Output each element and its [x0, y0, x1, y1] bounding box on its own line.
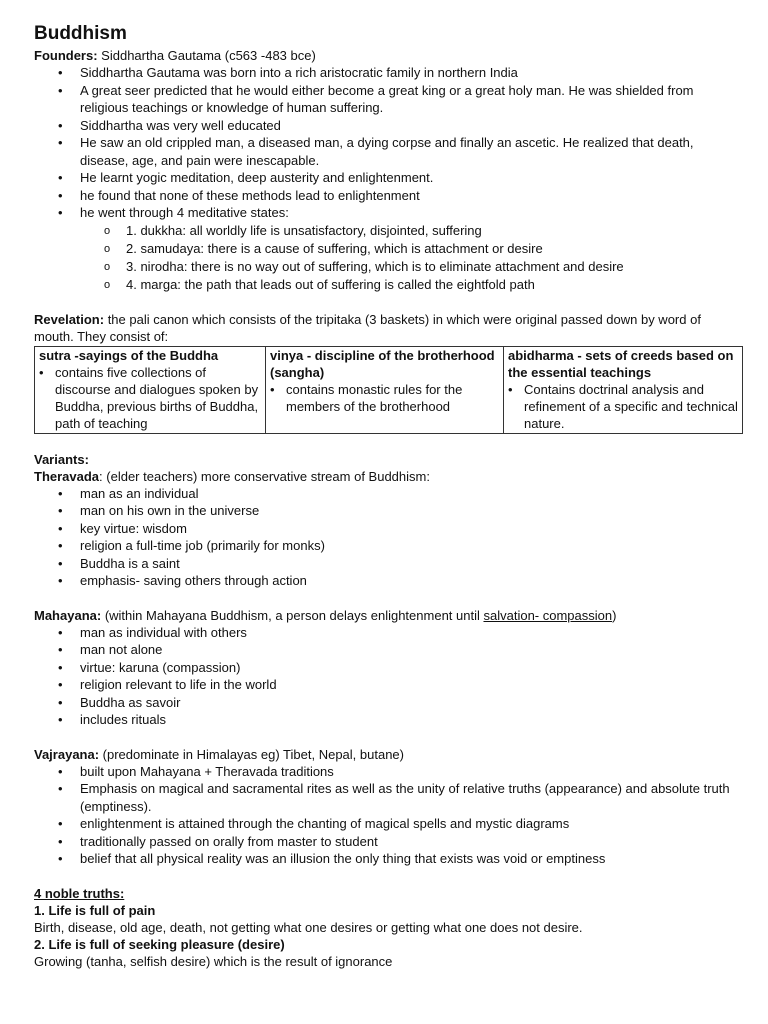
list-item: • Buddha is a saint: [34, 555, 734, 573]
list-item: • man not alone: [34, 641, 734, 659]
theravada-line: [34, 468, 734, 485]
tripitaka-table: [34, 346, 743, 434]
list-item: • traditionally passed on orally from master to student: [34, 833, 734, 851]
list-item: • A great seer predicted that he would either become a great king or a great holy man. He was shielded from religious teachings or knowledge of human suffering.: [34, 82, 734, 117]
founders-line: [34, 47, 734, 64]
vajrayana-list: [34, 763, 734, 868]
list-item: • Contains doctrinal analysis and refinement of a specific and technical nature.: [508, 381, 738, 432]
revelation-line: [34, 311, 734, 345]
list-item: • built upon Mahayana + Theravada traditions: [34, 763, 734, 781]
theravada-list: [34, 485, 734, 590]
list-item: o 3. nirodha: there is no way out of suffering, which is to eliminate attachment and desire: [34, 258, 734, 276]
founders-text: Siddhartha Gautama (c563 -483 bce): [97, 48, 316, 63]
list-item: • contains monastic rules for the members of the brotherhood: [270, 381, 499, 415]
list-item: • religion a full-time job (primarily for monks): [34, 537, 734, 555]
mahayana-underlined: salvation- compassion: [483, 607, 613, 623]
founders-list: [34, 64, 734, 222]
truth-heading: 1. Life is full of pain: [34, 902, 156, 918]
mahayana-list: [34, 624, 734, 729]
list-item: • man on his own in the universe: [34, 502, 734, 520]
list-item: • key virtue: wisdom: [34, 520, 734, 538]
list-item: • emphasis- saving others through action: [34, 572, 734, 590]
truth-text: Growing (tanha, selfish desire) which is the result of ignorance: [34, 953, 393, 969]
revelation-label: Revelation:: [34, 311, 105, 327]
list-item: • man as an individual: [34, 485, 734, 503]
list-item: • enlightenment is attained through the chanting of magical spells and mystic diagrams: [34, 815, 734, 833]
list-item: • he went through 4 meditative states:: [34, 204, 734, 222]
list-item: o 1. dukkha: all worldly life is unsatisfactory, disjointed, suffering: [34, 222, 734, 240]
list-item: • He saw an old crippled man, a diseased man, a dying corpse and finally an ascetic. He realized that death, disease, age, and pain were inescapable.: [34, 134, 734, 169]
table-cell-heading: sutra -sayings of the Buddha: [39, 347, 219, 363]
theravada-label: Theravada: [34, 468, 100, 484]
list-item: • religion relevant to life in the world: [34, 676, 734, 694]
table-cell-heading: vinya - discipline of the brotherhood (sangha): [270, 347, 495, 380]
meditative-states-list: [34, 222, 734, 294]
table-cell: [266, 346, 504, 433]
list-item: o 4. marga: the path that leads out of suffering is called the eightfold path: [34, 276, 734, 294]
list-item: • includes rituals: [34, 711, 734, 729]
table-cell-heading: abidharma - sets of creeds based on the essential teachings: [508, 347, 734, 380]
vajrayana-text: (predominate in Himalayas eg) Tibet, Nepal, butane): [99, 746, 404, 762]
truth-text: Birth, disease, old age, death, not getting what one desires or getting what one does not desire.: [34, 919, 583, 935]
table-cell: [35, 346, 266, 433]
list-item: • Buddha as savoir: [34, 694, 734, 712]
mahayana-label: Mahayana:: [34, 607, 102, 623]
theravada-text: : (elder teachers) more conservative stream of Buddhism:: [99, 468, 430, 484]
list-item: • he found that none of these methods lead to enlightenment: [34, 187, 734, 205]
mahayana-text: (within Mahayana Buddhism, a person delays enlightenment until: [101, 607, 484, 623]
vajrayana-line: [34, 746, 734, 763]
list-item: • He learnt yogic meditation, deep austerity and enlightenment.: [34, 169, 734, 187]
truth-heading: 2. Life is full of seeking pleasure (desire): [34, 936, 285, 952]
list-item: • man as individual with others: [34, 624, 734, 642]
list-item: • Siddhartha Gautama was born into a rich aristocratic family in northern India: [34, 64, 734, 82]
list-item: • Emphasis on magical and sacramental rites as well as the unity of relative truths (appearance) and absolute truth (emptiness).: [34, 780, 734, 815]
list-item: • contains five collections of discourse and dialogues spoken by Buddha, previous births of Buddha, path of teaching: [39, 364, 261, 432]
list-item: • belief that all physical reality was an illusion the only thing that exists was void or emptiness: [34, 850, 734, 868]
revelation-text: the pali canon which consists of the tripitaka (3 baskets) in which were original passed down by word of mouth. They consist of:: [34, 311, 701, 344]
list-item: • Siddhartha was very well educated: [34, 117, 734, 135]
list-item: o 2. samudaya: there is a cause of suffering, which is attachment or desire: [34, 240, 734, 258]
page-title: Buddhism: [34, 23, 127, 44]
vajrayana-label: Vajrayana:: [34, 746, 100, 762]
list-item: • virtue: karuna (compassion): [34, 659, 734, 677]
founders-label: Founders:: [34, 48, 98, 63]
mahayana-line: [34, 607, 734, 624]
table-cell: [504, 346, 743, 433]
mahayana-close: ): [612, 607, 617, 623]
noble-truths-label: 4 noble truths:: [34, 885, 125, 901]
variants-label: Variants:: [34, 451, 89, 467]
